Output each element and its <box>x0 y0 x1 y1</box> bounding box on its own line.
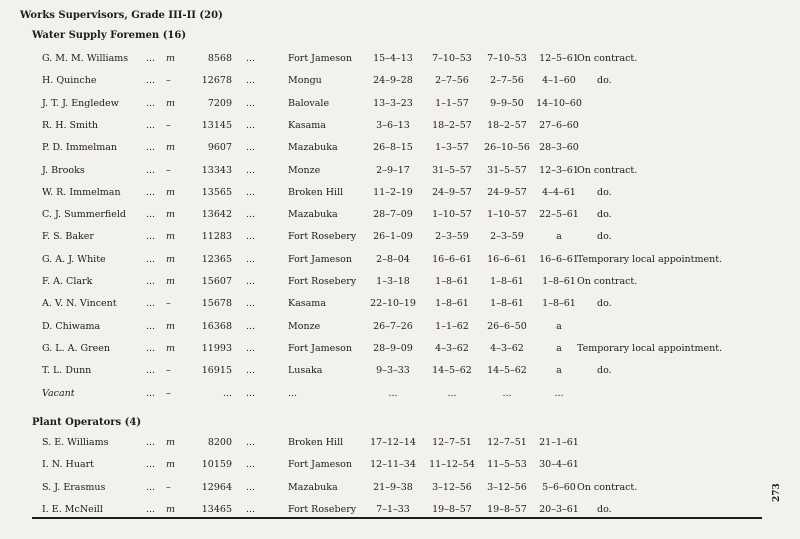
staff-name: G. A. J. White <box>42 253 106 265</box>
remarks: On contract. <box>577 164 638 176</box>
staff-number: 13465 <box>201 503 232 515</box>
date-increment: 4–1–60 <box>542 75 576 87</box>
date-increment: 4–4–61 <box>542 186 576 198</box>
marital-status: – <box>166 387 171 399</box>
staff-name: G. L. A. Green <box>42 342 111 354</box>
remarks: On contract. <box>577 276 638 287</box>
group-title-water-supply-foremen: Water Supply Foremen (16) <box>32 30 187 41</box>
date-increment: 5–6–60 <box>542 481 576 493</box>
table-row <box>0 321 800 335</box>
station: ... <box>288 387 298 399</box>
marital-status: m <box>166 437 176 448</box>
leader-dots: ... <box>146 75 156 87</box>
station: Mazabuka <box>288 481 338 493</box>
staff-name: F. A. Clark <box>42 276 93 287</box>
date-increment: 12–5–61 <box>539 53 579 64</box>
staff-number: ... <box>222 387 232 399</box>
date-present-appointment: 1–10–57 <box>487 209 527 221</box>
leader-dots: ... <box>146 97 156 109</box>
leader-dots: ... <box>146 437 156 448</box>
leader-dots: ... <box>246 342 256 354</box>
date-of-birth: 7–1–33 <box>376 503 410 515</box>
date-increment: 14–10–60 <box>536 97 582 109</box>
table-row <box>0 388 800 402</box>
station: Fort Jameson <box>288 53 352 64</box>
staff-number: 12365 <box>201 253 232 265</box>
table-row <box>0 459 800 473</box>
station: Fort Jameson <box>288 342 352 354</box>
staff-name: S. E. Williams <box>42 437 109 448</box>
date-increment: 21–1–61 <box>539 437 579 448</box>
staff-name: S. J. Erasmus <box>42 481 106 493</box>
date-of-birth: 28–9–09 <box>373 342 413 354</box>
date-first-appointment: 2–7–56 <box>435 75 469 87</box>
date-of-birth: 9–3–33 <box>376 365 410 377</box>
date-first-appointment: 1–10–57 <box>432 209 472 221</box>
station: Monze <box>288 164 321 176</box>
date-increment: 22–5–61 <box>539 209 579 221</box>
staff-name: P. D. Immelman <box>42 142 118 154</box>
remarks: Temporary local appointment. <box>577 342 723 354</box>
date-of-birth: 26–8–15 <box>373 142 413 154</box>
table-row <box>0 437 800 451</box>
staff-number: 7209 <box>207 97 232 109</box>
date-of-birth: 12–11–34 <box>370 459 416 471</box>
leader-dots: ... <box>146 231 156 243</box>
marital-status: m <box>166 503 176 515</box>
staff-name: W. R. Immelman <box>42 186 121 198</box>
station: Lusaka <box>288 365 323 377</box>
date-first-appointment: 7–10–53 <box>432 53 472 64</box>
staff-name: Vacant <box>42 387 75 399</box>
remarks: do. <box>597 365 612 377</box>
date-of-birth: 2–9–17 <box>376 164 410 176</box>
date-increment: a <box>556 365 562 377</box>
marital-status: m <box>166 320 176 332</box>
leader-dots: ... <box>246 276 256 287</box>
leader-dots: ... <box>246 209 256 221</box>
date-first-appointment: 11–12–54 <box>429 459 475 471</box>
date-present-appointment: 12–7–51 <box>487 437 527 448</box>
date-present-appointment: 16–6–61 <box>487 253 527 265</box>
station: Fort Rosebery <box>288 231 357 243</box>
staff-number: 8568 <box>207 53 232 64</box>
leader-dots: ... <box>246 186 256 198</box>
leader-dots: ... <box>146 276 156 287</box>
date-present-appointment: 2–3–59 <box>490 231 524 243</box>
date-of-birth: 11–2–19 <box>373 186 413 198</box>
date-present-appointment: 9–9–50 <box>490 97 524 109</box>
remarks: do. <box>597 298 612 310</box>
station: Broken Hill <box>288 186 344 198</box>
leader-dots: ... <box>246 365 256 377</box>
table-row <box>0 187 800 201</box>
date-increment: 12–3–61 <box>539 164 579 176</box>
date-first-appointment: 1–3–57 <box>435 142 469 154</box>
staff-number: 8200 <box>207 437 232 448</box>
date-of-birth: 3–6–13 <box>376 119 410 131</box>
leader-dots: ... <box>146 459 156 471</box>
bottom-rule <box>32 517 762 519</box>
leader-dots: ... <box>146 481 156 493</box>
staff-number: 12964 <box>201 481 232 493</box>
staff-number: 13642 <box>201 209 232 221</box>
marital-status: m <box>166 253 176 265</box>
leader-dots: ... <box>146 209 156 221</box>
date-present-appointment: 7–10–53 <box>487 53 527 64</box>
date-first-appointment: 18–2–57 <box>432 119 472 131</box>
leader-dots: ... <box>146 142 156 154</box>
leader-dots: ... <box>246 97 256 109</box>
leader-dots: ... <box>146 186 156 198</box>
leader-dots: ... <box>246 503 256 515</box>
marital-status: m <box>166 209 176 221</box>
leader-dots: ... <box>246 119 256 131</box>
table-row <box>0 165 800 179</box>
station: Balovale <box>288 97 330 109</box>
date-present-appointment: 18–2–57 <box>487 119 527 131</box>
date-first-appointment: 31–5–57 <box>432 164 472 176</box>
station: Mongu <box>288 75 322 87</box>
staff-number: 11283 <box>201 231 232 243</box>
date-increment: 28–3–60 <box>539 142 579 154</box>
date-present-appointment: 4–3–62 <box>490 342 524 354</box>
leader-dots: ... <box>146 253 156 265</box>
date-increment: 1–8–61 <box>542 276 576 287</box>
remarks: On contract. <box>577 53 638 64</box>
staff-number: 16915 <box>201 365 232 377</box>
date-increment: 30–4–61 <box>539 459 579 471</box>
date-of-birth: 24–9–28 <box>373 75 413 87</box>
date-first-appointment: 14–5–62 <box>432 365 472 377</box>
date-first-appointment: 1–8–61 <box>435 298 469 310</box>
date-present-appointment: 24–9–57 <box>487 186 527 198</box>
remarks: do. <box>597 231 612 243</box>
leader-dots: ... <box>146 119 156 131</box>
leader-dots: ... <box>146 342 156 354</box>
marital-status: m <box>166 459 176 471</box>
section-title: Works Supervisors, Grade III-II (20) <box>20 10 223 21</box>
marital-status: m <box>166 231 176 243</box>
staff-name: I. N. Huart <box>42 459 94 471</box>
date-first-appointment: 24–9–57 <box>432 186 472 198</box>
date-of-birth: 2–8–04 <box>376 253 410 265</box>
staff-name: R. H. Smith <box>42 119 99 131</box>
staff-number: 16368 <box>201 320 232 332</box>
remarks: do. <box>597 209 612 221</box>
date-of-birth: 26–7–26 <box>373 320 413 332</box>
date-increment: 1–8–61 <box>542 298 576 310</box>
staff-number: 15678 <box>201 298 232 310</box>
date-first-appointment: 19–8–57 <box>432 503 472 515</box>
staff-name: I. E. McNeill <box>42 503 103 515</box>
page-number: 273 <box>772 483 782 502</box>
leader-dots: ... <box>146 320 156 332</box>
date-first-appointment: 1–1–62 <box>435 320 469 332</box>
staff-name: F. S. Baker <box>42 231 94 243</box>
table-row <box>0 343 800 357</box>
date-present-appointment: 31–5–57 <box>487 164 527 176</box>
marital-status: m <box>166 97 176 109</box>
station: Kasama <box>288 298 326 310</box>
marital-status: – <box>166 75 171 87</box>
date-of-birth: 28–7–09 <box>373 209 413 221</box>
station: Fort Jameson <box>288 253 352 265</box>
date-of-birth: 17–12–14 <box>370 437 416 448</box>
date-first-appointment: 1–8–61 <box>435 276 469 287</box>
date-of-birth: 13–3–23 <box>373 97 413 109</box>
staff-name: C. J. Summerfield <box>42 209 126 221</box>
date-present-appointment: 11–5–53 <box>487 459 527 471</box>
station: Mazabuka <box>288 142 338 154</box>
staff-number: 11993 <box>201 342 232 354</box>
staff-number: 13145 <box>201 119 232 131</box>
marital-status: – <box>166 365 171 377</box>
date-first-appointment: 4–3–62 <box>435 342 469 354</box>
leader-dots: ... <box>246 253 256 265</box>
date-present-appointment: 14–5–62 <box>487 365 527 377</box>
leader-dots: ... <box>246 481 256 493</box>
leader-dots: ... <box>146 53 156 64</box>
leader-dots: ... <box>246 164 256 176</box>
station: Fort Jameson <box>288 459 352 471</box>
table-row <box>0 98 800 112</box>
marital-status: m <box>166 186 176 198</box>
staff-number: 13565 <box>201 186 232 198</box>
date-increment: 27–6–60 <box>539 119 579 131</box>
date-increment: 20–3–61 <box>539 503 579 515</box>
date-of-birth: 15–4–13 <box>373 53 413 64</box>
date-of-birth: 26–1–09 <box>373 231 413 243</box>
staff-name: J. Brooks <box>42 164 85 176</box>
table-row <box>0 53 800 67</box>
date-present-appointment: 26–10–56 <box>484 142 530 154</box>
table-row <box>0 298 800 312</box>
marital-status: m <box>166 142 176 154</box>
date-increment: a <box>556 320 562 332</box>
table-row <box>0 120 800 134</box>
leader-dots: ... <box>146 503 156 515</box>
date-present-appointment: 19–8–57 <box>487 503 527 515</box>
remarks: On contract. <box>577 481 638 493</box>
date-increment: ... <box>554 387 564 399</box>
leader-dots: ... <box>146 298 156 310</box>
date-first-appointment: 2–3–59 <box>435 231 469 243</box>
date-present-appointment: 1–8–61 <box>490 298 524 310</box>
remarks: do. <box>597 75 612 87</box>
date-first-appointment: 3–12–56 <box>432 481 472 493</box>
date-increment: a <box>556 231 562 243</box>
date-of-birth: 1–3–18 <box>376 276 410 287</box>
station: Fort Rosebery <box>288 276 357 287</box>
remarks: Temporary local appointment. <box>577 253 723 265</box>
station: Broken Hill <box>288 437 344 448</box>
marital-status: – <box>166 119 171 131</box>
marital-status: m <box>166 53 176 64</box>
leader-dots: ... <box>246 298 256 310</box>
staff-number: 9607 <box>207 142 232 154</box>
table-row <box>0 365 800 379</box>
leader-dots: ... <box>246 142 256 154</box>
date-first-appointment: 12–7–51 <box>432 437 472 448</box>
staff-name: T. L. Dunn <box>42 365 92 377</box>
marital-status: – <box>166 298 171 310</box>
marital-status: – <box>166 164 171 176</box>
station: Kasama <box>288 119 326 131</box>
date-increment: a <box>556 342 562 354</box>
date-present-appointment: 1–8–61 <box>490 276 524 287</box>
group-title-plant-operators: Plant Operators (4) <box>32 417 142 428</box>
leader-dots: ... <box>246 53 256 64</box>
staff-name: D. Chiwama <box>42 320 101 332</box>
leader-dots: ... <box>246 231 256 243</box>
date-present-appointment: 26–6–50 <box>487 320 527 332</box>
leader-dots: ... <box>146 164 156 176</box>
leader-dots: ... <box>246 437 256 448</box>
leader-dots: ... <box>146 365 156 377</box>
staff-name: H. Quinche <box>42 75 97 87</box>
station: Monze <box>288 320 321 332</box>
leader-dots: ... <box>246 459 256 471</box>
table-row <box>0 231 800 245</box>
leader-dots: ... <box>246 320 256 332</box>
date-first-appointment: ... <box>447 387 457 399</box>
table-row <box>0 504 800 518</box>
leader-dots: ... <box>246 387 256 399</box>
staff-name: J. T. J. Engledew <box>42 97 119 109</box>
date-first-appointment: 1–1–57 <box>435 97 469 109</box>
staff-name: A. V. N. Vincent <box>42 298 117 310</box>
marital-status: – <box>166 481 171 493</box>
table-row <box>0 482 800 496</box>
date-present-appointment: ... <box>502 387 512 399</box>
station: Mazabuka <box>288 209 338 221</box>
staff-number: 10159 <box>201 459 232 471</box>
table-row <box>0 254 800 268</box>
staff-number: 15607 <box>201 276 232 287</box>
date-present-appointment: 2–7–56 <box>490 75 524 87</box>
leader-dots: ... <box>246 75 256 87</box>
table-row <box>0 142 800 156</box>
table-row <box>0 75 800 89</box>
staff-number: 13343 <box>201 164 232 176</box>
remarks: do. <box>597 186 612 198</box>
date-of-birth: 21–9–38 <box>373 481 413 493</box>
marital-status: m <box>166 276 176 287</box>
date-increment: 16–6–61 <box>539 253 579 265</box>
marital-status: m <box>166 342 176 354</box>
table-row <box>0 209 800 223</box>
date-first-appointment: 16–6–61 <box>432 253 472 265</box>
date-of-birth: ... <box>388 387 398 399</box>
table-row <box>0 276 800 290</box>
remarks: do. <box>597 503 612 515</box>
staff-number: 12678 <box>201 75 232 87</box>
date-present-appointment: 3–12–56 <box>487 481 527 493</box>
staff-name: G. M. M. Williams <box>42 53 129 64</box>
date-of-birth: 22–10–19 <box>370 298 416 310</box>
leader-dots: ... <box>146 387 156 399</box>
station: Fort Rosebery <box>288 503 357 515</box>
